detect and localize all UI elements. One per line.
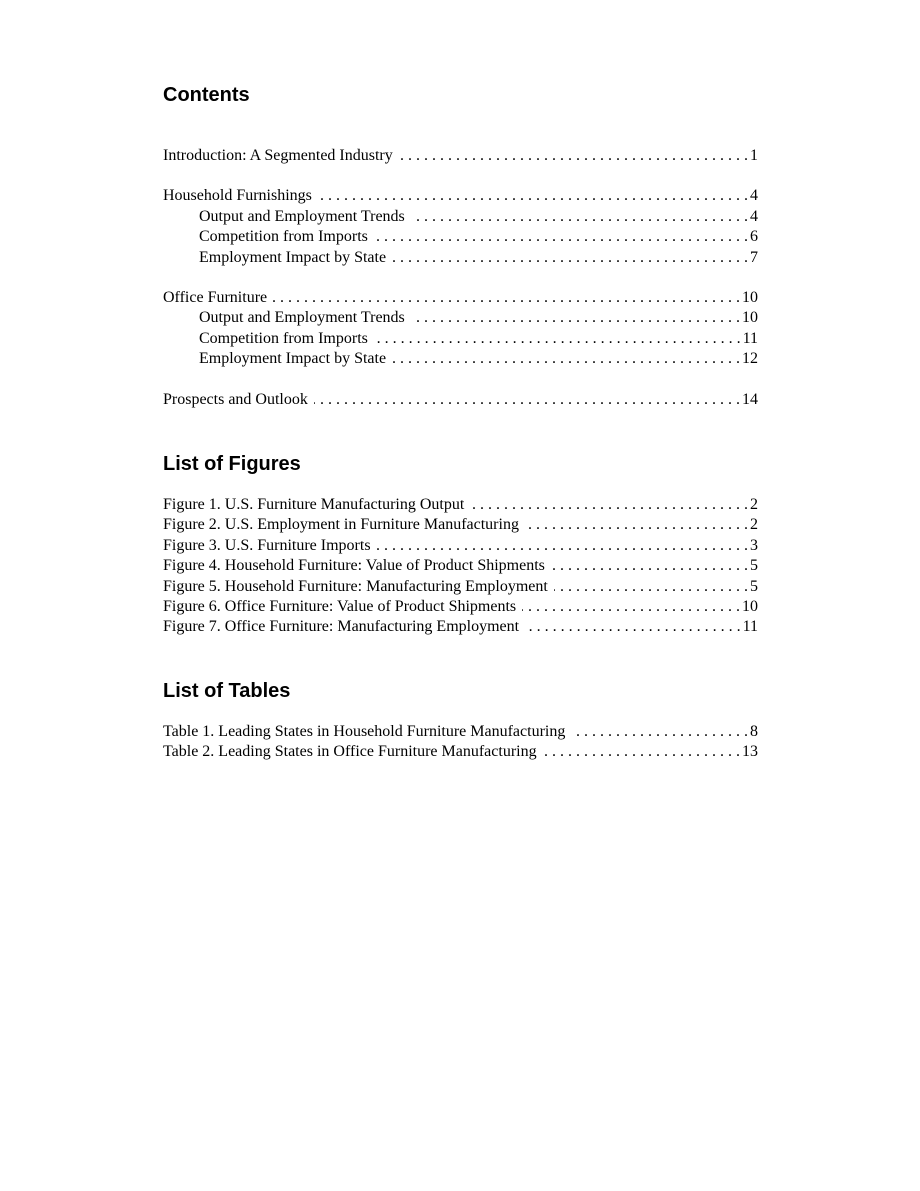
dot-leader: [374, 227, 748, 247]
contents-entry[interactable]: [163, 288, 758, 308]
dot-leader: [571, 722, 748, 742]
contents-entry[interactable]: [163, 308, 758, 328]
figure-entry-page-number: 11: [742, 618, 758, 636]
list-of-figures-heading: List of Figures: [163, 453, 301, 475]
figure-entry-page-number: 5: [750, 577, 758, 595]
contents-entry[interactable]: [163, 186, 758, 206]
dot-leader: [522, 597, 740, 617]
contents-entry-label: Output and Employment Trends: [199, 309, 405, 327]
figure-entry[interactable]: [163, 617, 758, 637]
contents-entry-label: Introduction: A Segmented Industry: [163, 147, 393, 164]
table-entry-page-number: 8: [750, 723, 758, 740]
figure-entry[interactable]: [163, 597, 758, 617]
contents-entry-page-number: 12: [742, 350, 758, 368]
group-spacer: [163, 166, 758, 186]
contents-entry-page-number: 7: [750, 248, 758, 266]
contents-entry-page-number: 10: [742, 289, 758, 307]
figure-entry-page-number: 3: [750, 536, 758, 554]
contents-heading: Contents: [163, 84, 250, 106]
contents-entry-label: Office Furniture: [163, 289, 268, 307]
contents-entry-page-number: 1: [750, 147, 758, 164]
dot-leader: [543, 742, 740, 762]
figure-entry[interactable]: [163, 536, 758, 556]
contents-entry[interactable]: [163, 207, 758, 227]
figure-entry[interactable]: [163, 556, 758, 576]
contents-entry[interactable]: [163, 146, 758, 166]
contents-entry[interactable]: [163, 390, 758, 410]
figure-entry-page-number: 2: [750, 496, 758, 513]
dot-leader: [470, 495, 748, 515]
contents-entry-page-number: 11: [742, 329, 758, 347]
contents-entry-page-number: 4: [750, 187, 758, 205]
contents-entry-page-number: 14: [742, 390, 758, 408]
figure-entry-page-number: 2: [750, 516, 758, 534]
dot-leader: [551, 556, 748, 576]
table-entry-label: Table 1. Leading States in Household Furniture Manufacturing: [163, 723, 566, 740]
figure-entry[interactable]: [163, 515, 758, 535]
contents-entry[interactable]: [163, 329, 758, 349]
contents-entry-label: Employment Impact by State: [199, 248, 387, 266]
figure-entry-label: Figure 2. U.S. Employment in Furniture Manufacturing: [163, 516, 519, 534]
dot-leader: [399, 146, 748, 166]
dot-leader: [392, 349, 740, 369]
figure-entry-page-number: 10: [742, 598, 758, 616]
figure-entry-label: Figure 1. U.S. Furniture Manufacturing Output: [163, 496, 465, 513]
list-of-tables: [163, 722, 758, 763]
contents-entry-label: Prospects and Outlook: [163, 390, 308, 408]
contents-entry-label: Output and Employment Trends: [199, 207, 405, 225]
dot-leader: [273, 288, 740, 308]
contents-entry-label: Household Furnishings: [163, 187, 312, 205]
dot-leader: [377, 536, 748, 556]
figure-entry-label: Figure 4. Household Furniture: Value of Product Shipments: [163, 557, 545, 575]
dot-leader: [374, 329, 741, 349]
contents-entry-label: Employment Impact by State: [199, 350, 387, 368]
figure-entry-label: Figure 7. Office Furniture: Manufacturing Employment: [163, 618, 520, 636]
dot-leader: [411, 308, 740, 328]
dot-leader: [314, 390, 740, 410]
list-of-figures: [163, 495, 758, 638]
table-entry-page-number: 13: [742, 743, 758, 761]
dot-leader: [525, 515, 748, 535]
figure-entry[interactable]: [163, 577, 758, 597]
contents-entry[interactable]: [163, 248, 758, 268]
table-entry[interactable]: [163, 722, 758, 742]
dot-leader: [318, 186, 748, 206]
contents-entry-page-number: 6: [750, 228, 758, 246]
group-spacer: [163, 370, 758, 390]
contents-list: [163, 146, 758, 410]
contents-entry-label: Competition from Imports: [199, 329, 368, 347]
contents-entry[interactable]: [163, 349, 758, 369]
dot-leader: [525, 617, 741, 637]
figure-entry-label: Figure 3. U.S. Furniture Imports: [163, 536, 371, 554]
contents-entry-label: Competition from Imports: [199, 228, 368, 246]
table-entry[interactable]: [163, 742, 758, 762]
contents-entry-page-number: 4: [750, 207, 758, 225]
figure-entry[interactable]: [163, 495, 758, 515]
table-entry-label: Table 2. Leading States in Office Furniture Manufacturing: [163, 743, 537, 761]
dot-leader: [392, 248, 748, 268]
figure-entry-label: Figure 5. Household Furniture: Manufacturing Employment: [163, 577, 548, 595]
figure-entry-label: Figure 6. Office Furniture: Value of Product Shipments: [163, 598, 517, 616]
figure-entry-page-number: 5: [750, 557, 758, 575]
group-spacer: [163, 268, 758, 288]
list-of-tables-heading: List of Tables: [163, 680, 291, 702]
contents-entry-page-number: 10: [742, 309, 758, 327]
dot-leader: [411, 207, 748, 227]
contents-entry[interactable]: [163, 227, 758, 247]
dot-leader: [554, 577, 748, 597]
